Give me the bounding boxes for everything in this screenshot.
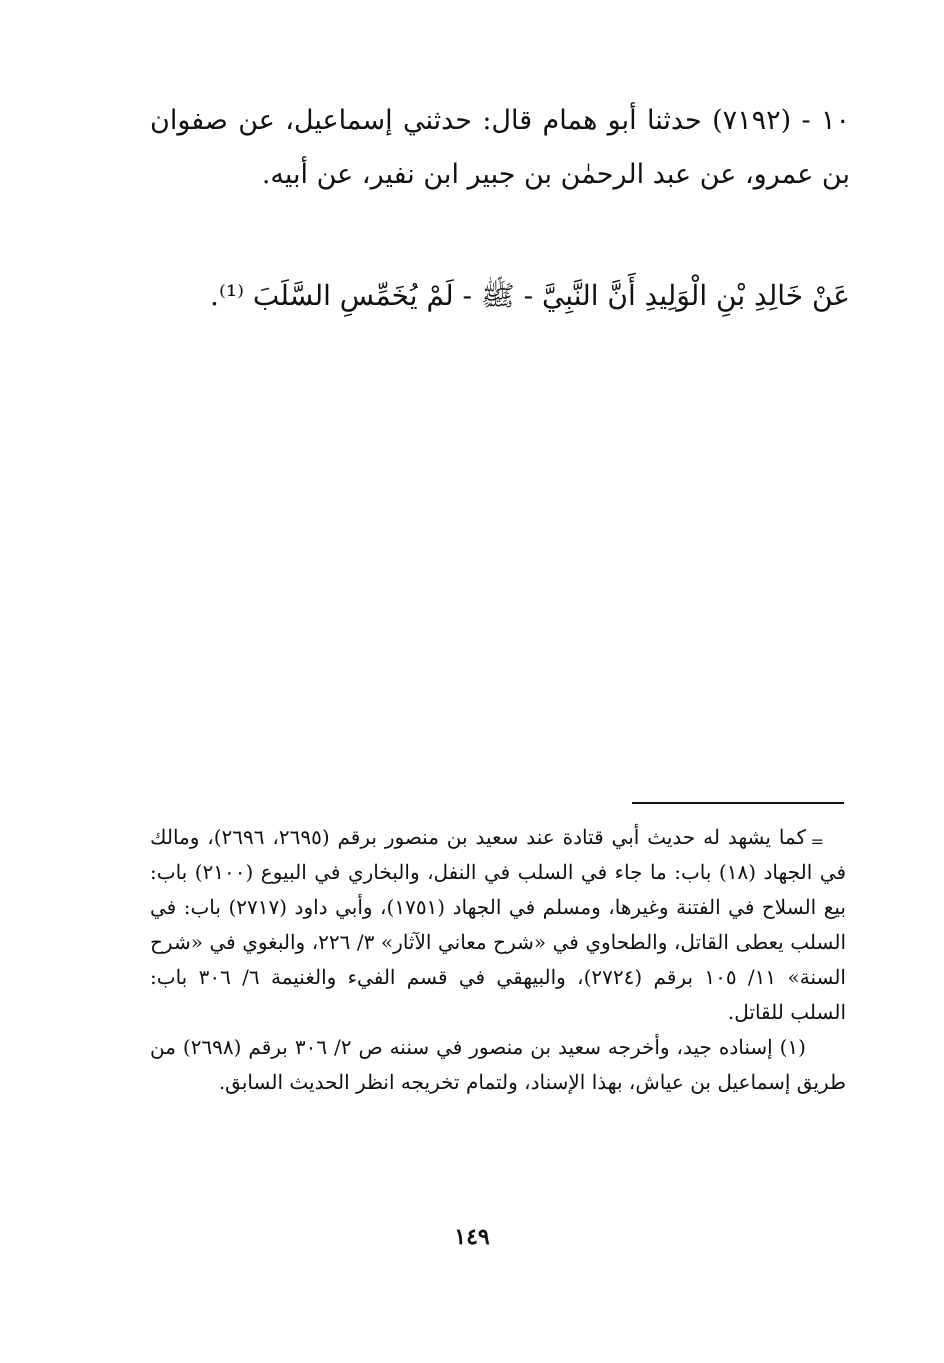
footnote-separator — [632, 802, 844, 804]
footnote-continued — [150, 820, 846, 1030]
footnote-1: (١) إسناده جيد، وأخرجه سعيد بن منصور في سننه ص ٢/ ٣٠٦ برقم (٢٦٩٨) من طريق إسماعيل بن عياش، بهذا الإسناد، ولتمام تخريجه انظر الحديث السابق. — [150, 1035, 846, 1094]
footnote-continued-text: كما يشهد له حديث أبي قتادة عند سعيد بن منصور برقم (٢٦٩٥، ٢٦٩٦)، ومالك في الجهاد (١٨) باب: ما جاء في السلب في النفل، والبخاري في البيوع (٢١٠٠) باب: بيع السلاح في الفتنة وغيرها، ومسلم في الجهاد (١٧٥١)، وأبي داود (٢٧١٧) باب: في السلب يعطى القاتل، والطحاوي في «شرح معاني الآثار» ٣/ ٢٢٦، والبغوي في «شرح السنة» ١١/ ١٠٥ برقم (٢٧٢٤)، والبيهقي في قسم الفيء والغنيمة ٦/ ٣٠٦ باب: السلب للقاتل. — [150, 825, 847, 1024]
hadith-isnad: ١٠ - (٧١٩٢) حدثنا أبو همام قال: حدثني إسماعيل، عن صفوان بن عمرو، عن عبد الرحمٰن بن جبير ابن نفير، عن أبيه. — [150, 105, 850, 190]
continuation-marker: = — [810, 832, 824, 851]
page-number: ١٤٩ — [454, 1224, 490, 1250]
hadith-matn: عَنْ خَالِدِ بْنِ الْوَلِيدِ أَنَّ النَّبِيَّ - ﷺ - لَمْ يُخَمِّسِ السَّلَبَ ⁽¹⁾. — [210, 279, 850, 312]
footnotes-section — [150, 820, 846, 1100]
